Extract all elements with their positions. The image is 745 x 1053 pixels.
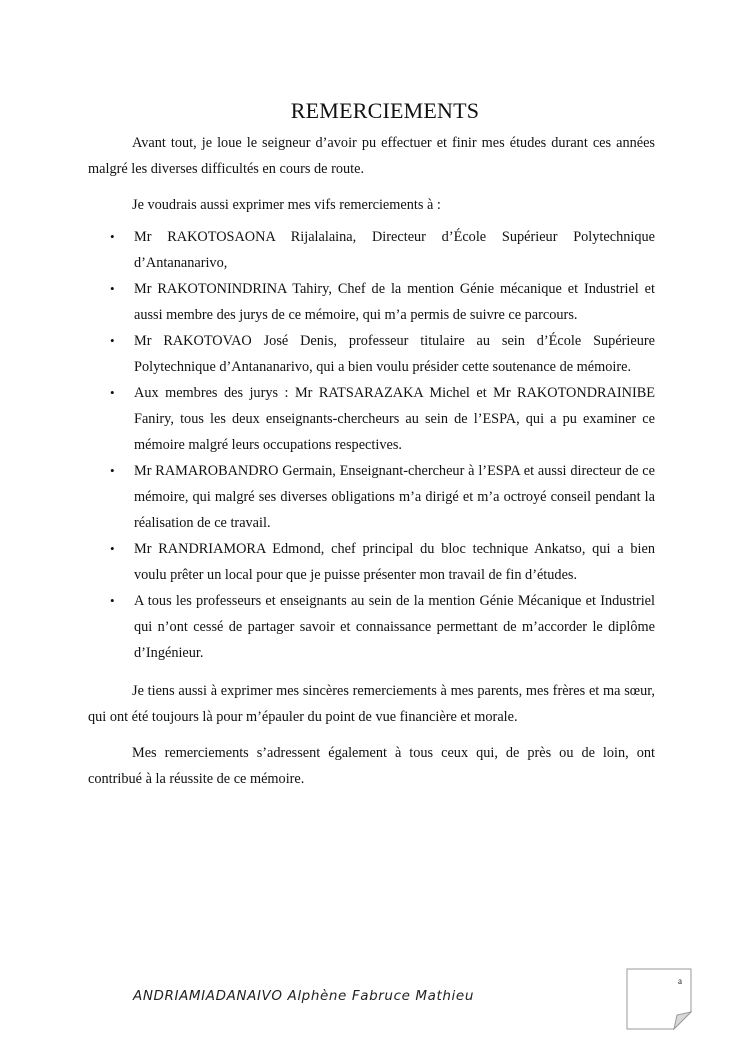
list-item: • Mr RAKOTOSAONA Rijalalaina, Directeur d’École Supérieur Polytechnique d’Antananarivo, [88,224,655,276]
bullet-icon: • [110,229,115,244]
page-curl-icon [626,968,692,1030]
list-item: • Aux membres des jurys : Mr RATSARAZAKA Michel et Mr RAKOTONDRAINIBE Faniry, tous les deux enseignants-chercheurs au sein de l’ESPA, qui a pu examiner ce mémoire malgré leurs occupations respectives. [88,380,655,458]
list-item: • Mr RAKOTONINDRINA Tahiry, Chef de la mention Génie mécanique et Industriel et aussi membre des jurys de ce mémoire, qui m’a permis de suivre ce parcours. [88,276,655,328]
page-title: REMERCIEMENTS [290,98,480,123]
bullet-icon: • [110,281,115,296]
list-item: • A tous les professeurs et enseignants au sein de la mention Génie Mécanique et Industriel qui n’ont cessé de partager savoir et connaissance permettant de m’accorder le diplôme d’Ingénieur. [88,588,655,666]
intro-paragraph-1: Avant tout, je loue le seigneur d’avoir pu effectuer et finir mes études durant ces années malgré les diverses difficultés en cours de route. [88,135,655,177]
footer-author: ANDRIAMIADANAIVO Alphène Fabruce Mathieu [133,988,474,1004]
thanks-list [88,224,655,666]
bullet-icon: • [110,593,115,608]
bullet-icon: • [110,333,115,348]
document-body [88,130,655,792]
bullet-icon: • [110,463,115,478]
closing-paragraph-1: Je tiens aussi à exprimer mes sincères remerciements à mes parents, mes frères et ma sœur, qui ont été toujours là pour m’épauler du point de vue financière et morale. [88,683,655,725]
page-number: a [678,976,682,986]
closing-paragraph-2: Mes remerciements s’adressent également à tous ceux qui, de près ou de loin, ont contribué à la réussite de ce mémoire. [88,745,655,787]
bullet-icon: • [110,541,115,556]
list-item: • Mr RAMAROBANDRO Germain, Enseignant-chercheur à l’ESPA et aussi directeur de ce mémoire, qui malgré ses diverses obligations m’a dirigé et m’a octroyé conseil pendant la réalisation de ce travail. [88,458,655,536]
list-item: • Mr RANDRIAMORA Edmond, chef principal du bloc technique Ankatso, qui a bien voulu prêter un local pour que je puisse présenter mon travail de fin d’études. [88,536,655,588]
list-item: • Mr RAKOTOVAO José Denis, professeur titulaire au sein d’École Supérieure Polytechnique d’Antananarivo, qui a bien voulu présider cette soutenance de mémoire. [88,328,655,380]
intro-paragraph-2: Je voudrais aussi exprimer mes vifs remerciements à : [132,197,441,213]
bullet-icon: • [110,385,115,400]
